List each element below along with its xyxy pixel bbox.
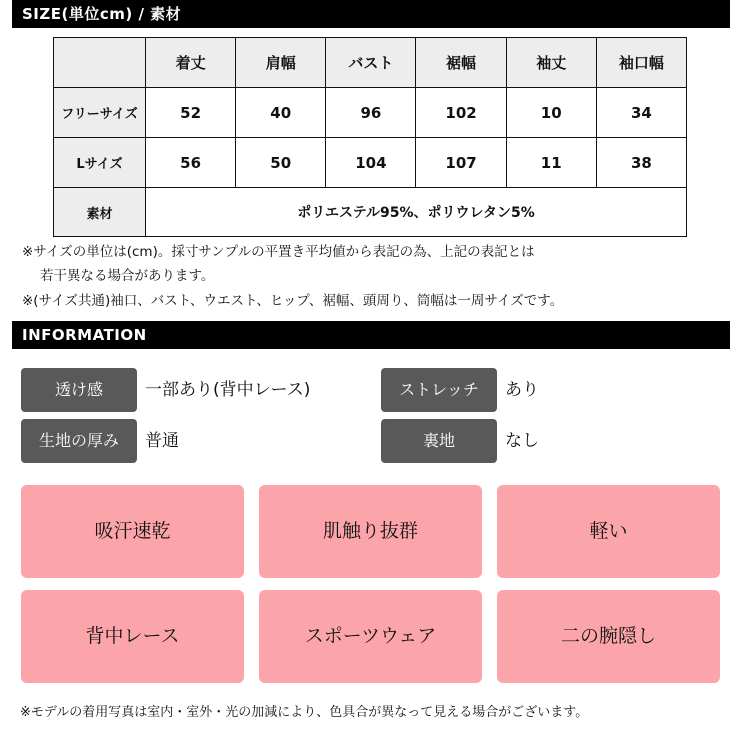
size-table-cell: 52 bbox=[146, 88, 236, 138]
size-table-column-header: 裾幅 bbox=[416, 38, 506, 88]
feature-badge: 背中レース bbox=[21, 590, 244, 683]
material-row bbox=[54, 188, 687, 237]
size-table-cell: 10 bbox=[506, 88, 596, 138]
feature-badge: 肌触り抜群 bbox=[259, 485, 482, 578]
size-table-column-header: バスト bbox=[326, 38, 416, 88]
size-table-cell: 11 bbox=[506, 138, 596, 188]
attribute-label-thickness: 生地の厚み bbox=[21, 419, 137, 463]
size-note-2: 若干異なる場合があります。 bbox=[40, 268, 215, 284]
feature-badge: 軽い bbox=[497, 485, 720, 578]
material-label: 素材 bbox=[54, 188, 146, 237]
size-table-cell: 102 bbox=[416, 88, 506, 138]
size-table-column-header: 着丈 bbox=[146, 38, 236, 88]
size-table-cell: 107 bbox=[416, 138, 506, 188]
size-table-row-header: フリーサイズ bbox=[54, 88, 146, 138]
size-note-3: ※(サイズ共通)袖口、バスト、ウエスト、ヒップ、裾幅、頭周り、筒幅は一周サイズです。 bbox=[22, 293, 564, 309]
attribute-value-stretch: あり bbox=[505, 380, 539, 400]
table-row bbox=[54, 138, 687, 188]
size-table-column-header: 袖丈 bbox=[506, 38, 596, 88]
size-table-cell: 38 bbox=[596, 138, 686, 188]
size-table-column-header: 袖口幅 bbox=[596, 38, 686, 88]
feature-badge: スポーツウェア bbox=[259, 590, 482, 683]
size-note-1: ※サイズの単位は(cm)。採寸サンプルの平置き平均値から表記の為、上記の表記とは bbox=[22, 244, 535, 260]
size-table-cell: 34 bbox=[596, 88, 686, 138]
size-section-header: SIZE(単位cm) / 素材 bbox=[12, 0, 730, 28]
feature-badge: 二の腕隠し bbox=[497, 590, 720, 683]
size-table-cell: 104 bbox=[326, 138, 416, 188]
size-table-column-header: 肩幅 bbox=[236, 38, 326, 88]
table-row bbox=[54, 88, 687, 138]
size-table-cell: 96 bbox=[326, 88, 416, 138]
attribute-label-stretch: ストレッチ bbox=[381, 368, 497, 412]
attribute-value-transparency: 一部あり(背中レース) bbox=[145, 380, 311, 400]
size-table-corner bbox=[54, 38, 146, 88]
attribute-value-lining: なし bbox=[505, 431, 539, 451]
attribute-value-thickness: 普通 bbox=[145, 431, 179, 451]
attribute-label-lining: 裏地 bbox=[381, 419, 497, 463]
size-table-cell: 50 bbox=[236, 138, 326, 188]
size-table bbox=[53, 37, 687, 237]
feature-badge: 吸汗速乾 bbox=[21, 485, 244, 578]
size-table-cell: 40 bbox=[236, 88, 326, 138]
size-table-header-row bbox=[54, 38, 687, 88]
size-table-cell: 56 bbox=[146, 138, 236, 188]
attribute-label-transparency: 透け感 bbox=[21, 368, 137, 412]
footer-note: ※モデルの着用写真は室内・室外・光の加減により、色具合が異なって見える場合がございます。 bbox=[20, 705, 589, 720]
information-section-header: INFORMATION bbox=[12, 321, 730, 349]
material-value: ポリエステル95%、ポリウレタン5% bbox=[146, 188, 687, 237]
size-table-row-header: Lサイズ bbox=[54, 138, 146, 188]
